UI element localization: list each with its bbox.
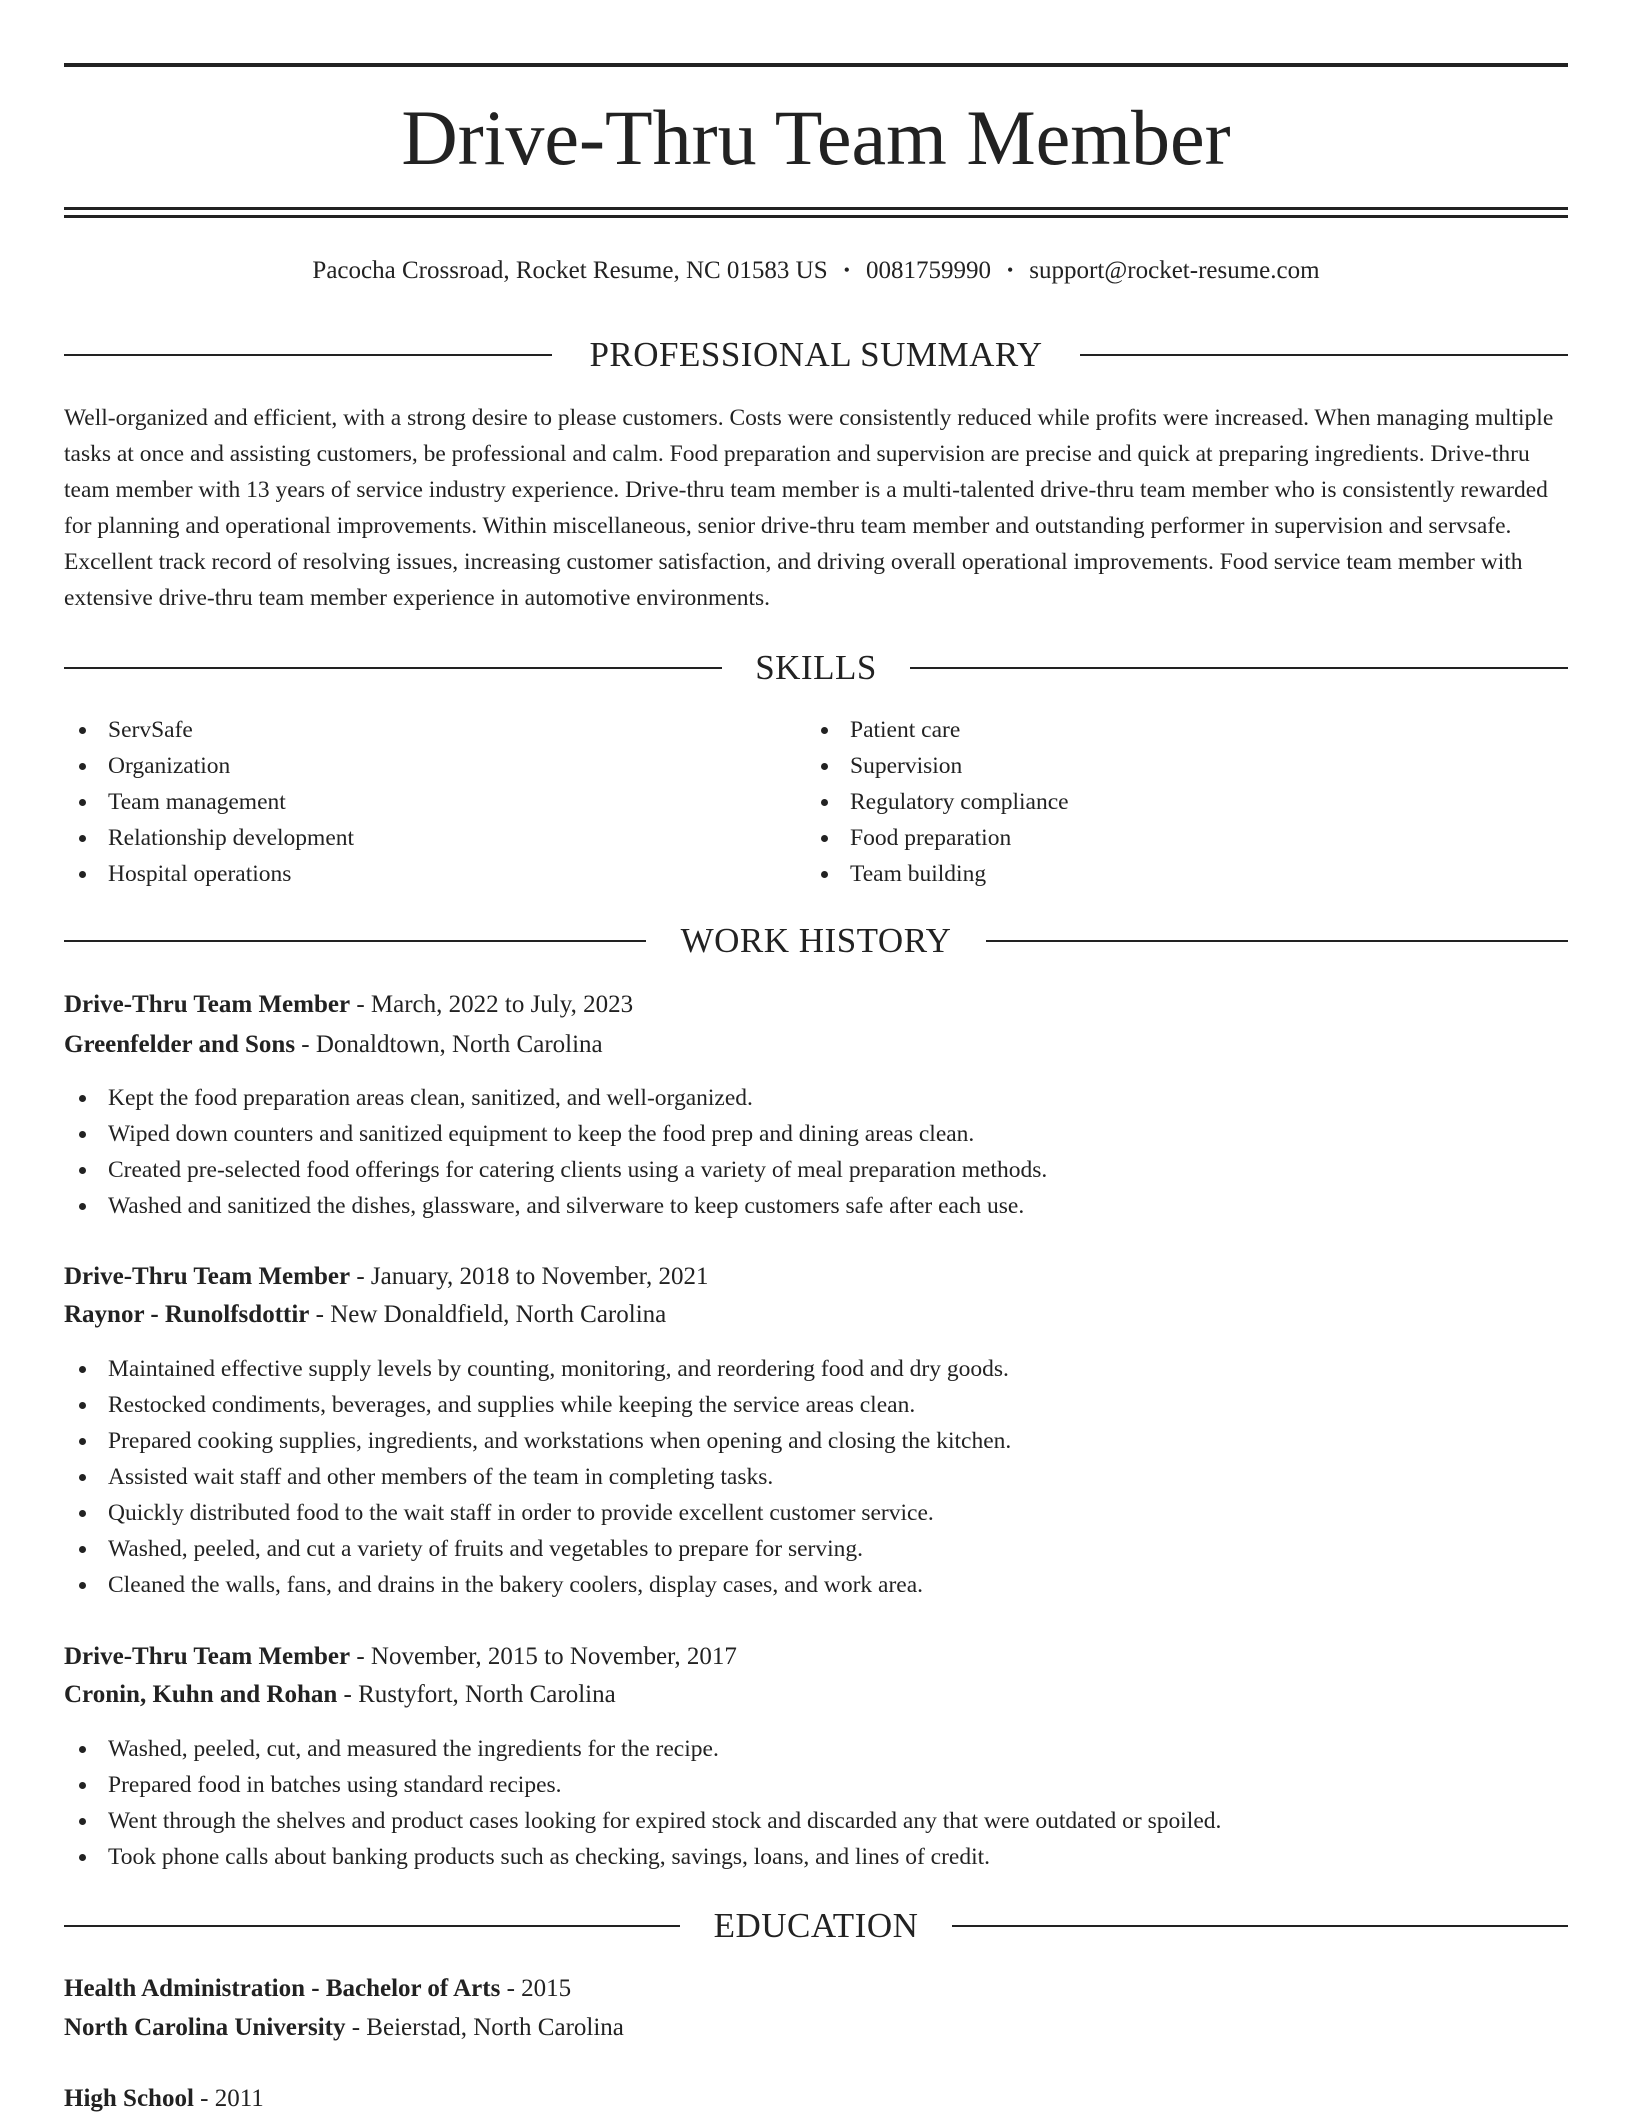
- job-bullet: Created pre-selected food offerings for catering clients using a variety of meal preparation methods.: [64, 1152, 1568, 1188]
- job-location: - Donaldtown, North Carolina: [295, 1031, 603, 1058]
- job-bullets: [64, 1351, 1568, 1603]
- education-heading-block: [64, 1904, 1568, 1948]
- contact-phone: 0081759990: [865, 257, 991, 284]
- job-company-line: [64, 1295, 666, 1335]
- skills-heading-block: [64, 646, 1568, 690]
- job-company: Raynor - Runolfsdottir: [64, 1301, 310, 1328]
- job-bullet: Assisted wait staff and other members of the team in completing tasks.: [64, 1459, 1568, 1495]
- job-bullet: Restocked condiments, beverages, and supplies while keeping the service areas clean.: [64, 1387, 1568, 1423]
- skill-item: Hospital operations: [64, 856, 804, 892]
- job-bullets: [64, 1731, 1568, 1875]
- skill-item: ServSafe: [64, 712, 804, 748]
- top-rule: [64, 63, 1568, 67]
- job-company: Greenfelder and Sons: [64, 1031, 296, 1058]
- section-heading-summary: PROFESSIONAL SUMMARY: [64, 333, 1568, 377]
- job-bullet: Went through the shelves and product cases looking for expired stock and discarded any that were outdated or spoiled.: [64, 1803, 1568, 1839]
- education-school: North Carolina University: [64, 2014, 346, 2041]
- contact-line: [64, 253, 1568, 290]
- skill-item: Food preparation: [806, 820, 1546, 856]
- skill-item: Organization: [64, 748, 804, 784]
- title-rule-upper: [64, 207, 1568, 210]
- section-heading-education: EDUCATION: [64, 1904, 1568, 1948]
- education-location: - Beierstad, North Carolina: [345, 2014, 624, 2041]
- job-bullet: Prepared cooking supplies, ingredients, and workstations when opening and closing the kitchen.: [64, 1423, 1568, 1459]
- job-title-line: [64, 985, 633, 1025]
- work-heading-block: [64, 919, 1568, 963]
- job-bullet: Cleaned the walls, fans, and drains in the bakery coolers, display cases, and work area.: [64, 1567, 1568, 1603]
- job-title: Drive-Thru Team Member: [64, 1643, 351, 1670]
- skills-list-left: [64, 712, 804, 892]
- job-bullets: [64, 1080, 1568, 1224]
- education-school-line: [64, 2008, 624, 2048]
- education-degree: Health Administration - Bachelor of Arts: [64, 1975, 501, 2002]
- job-location: - New Donaldfield, North Carolina: [309, 1301, 667, 1328]
- job-bullet: Quickly distributed food to the wait staff in order to provide excellent customer service.: [64, 1495, 1568, 1531]
- job-company-line: [64, 1025, 603, 1065]
- skill-item: Team building: [806, 856, 1546, 892]
- job-bullet: Wiped down counters and sanitized equipment to keep the food prep and dining areas clean.: [64, 1116, 1568, 1152]
- education-year: - 2015: [500, 1975, 572, 2002]
- education-degree-line: [64, 2079, 264, 2119]
- skills-list-right: [806, 712, 1546, 892]
- section-heading-skills: SKILLS: [64, 646, 1568, 690]
- job-bullet: Took phone calls about banking products such as checking, savings, loans, and lines of credit.: [64, 1839, 1568, 1875]
- job-bullet: Washed, peeled, and cut a variety of fruits and vegetables to prepare for serving.: [64, 1531, 1568, 1567]
- education-degree: High School: [64, 2085, 194, 2112]
- job-dates: - November, 2015 to November, 2017: [350, 1643, 737, 1670]
- job-company: Cronin, Kuhn and Rohan: [64, 1681, 338, 1708]
- section-heading-work: WORK HISTORY: [64, 919, 1568, 963]
- job-title-line: [64, 1257, 708, 1297]
- job-location: - Rustyfort, North Carolina: [337, 1681, 616, 1708]
- contact-address: Pacocha Crossroad, Rocket Resume, NC 01583 US: [312, 257, 828, 284]
- job-bullet: Washed, peeled, cut, and measured the ingredients for the recipe.: [64, 1731, 1568, 1767]
- title-rule-lower: [64, 215, 1568, 218]
- job-bullet: Maintained effective supply levels by counting, monitoring, and reordering food and dry goods.: [64, 1351, 1568, 1387]
- education-degree-line: [64, 1969, 571, 2009]
- job-bullet: Kept the food preparation areas clean, sanitized, and well-organized.: [64, 1080, 1568, 1116]
- summary-heading-block: [64, 333, 1568, 377]
- summary-text: Well-organized and efficient, with a strong desire to please customers. Costs were consistently reduced while profits were increased. When managing multiple tasks at once and assisting customers, be professional and calm. Food preparation and supervision are precise and quick at preparing ingredients. Drive-thru team member with 13 years of service industry experience. Drive-thru team member is a multi-talented drive-thru team member who is consistently rewarded for planning and operational improvements. Within miscellaneous, senior drive-thru team member and outstanding performer in supervision and servsafe. Excellent track record of resolving issues, increasing customer satisfaction, and driving overall operational improvements. Food service team member with extensive drive-thru team member experience in automotive environments.: [64, 405, 1554, 611]
- contact-separator: •: [843, 260, 850, 280]
- skill-item: Team management: [64, 784, 804, 820]
- job-company-line: [64, 1675, 616, 1715]
- education-year: - 2011: [193, 2085, 264, 2112]
- job-title: Drive-Thru Team Member: [64, 1263, 351, 1290]
- job-dates: - January, 2018 to November, 2021: [350, 1263, 709, 1290]
- skill-item: Supervision: [806, 748, 1546, 784]
- skill-item: Regulatory compliance: [806, 784, 1546, 820]
- contact-email: support@rocket-resume.com: [1029, 257, 1320, 284]
- contact-separator: •: [1006, 260, 1014, 280]
- job-bullet: Prepared food in batches using standard recipes.: [64, 1767, 1568, 1803]
- job-title-line: [64, 1637, 737, 1677]
- job-title: Drive-Thru Team Member: [64, 991, 351, 1018]
- job-bullet: Washed and sanitized the dishes, glassware, and silverware to keep customers safe after each use.: [64, 1188, 1568, 1224]
- skill-item: Relationship development: [64, 820, 804, 856]
- skill-item: Patient care: [806, 712, 1546, 748]
- job-dates: - March, 2022 to July, 2023: [350, 991, 634, 1018]
- resume-title: Drive-Thru Team Member: [401, 94, 1231, 181]
